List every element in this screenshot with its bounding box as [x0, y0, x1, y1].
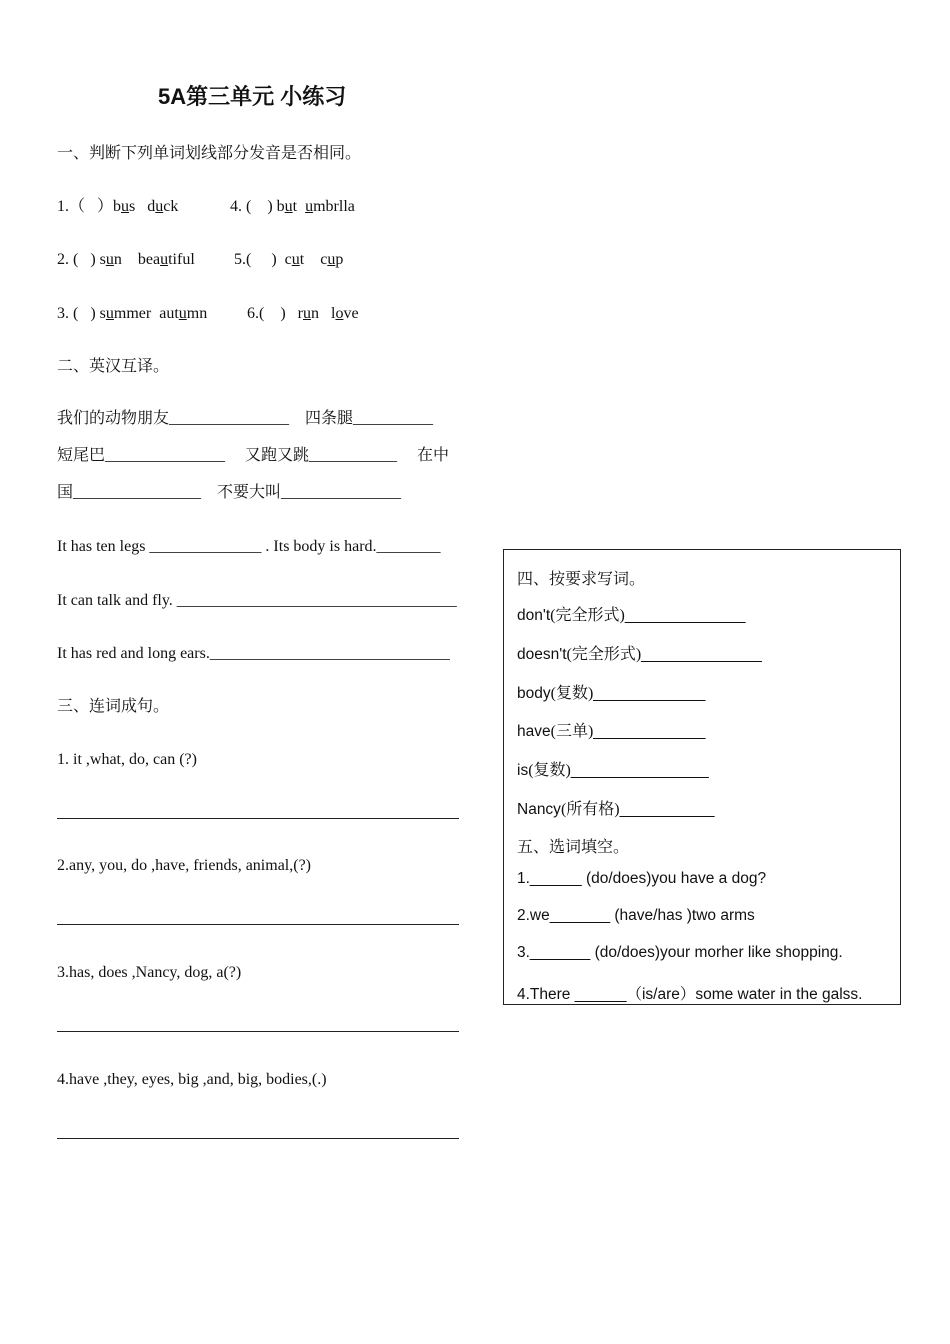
phonics-item-6: 6.( ) run love: [247, 305, 359, 322]
phonics-item-5: 5.( ) cut cup: [234, 251, 344, 268]
fill-blank-item-3: 3._______ (do/does)your morher like shopping.: [517, 944, 843, 961]
reorder-item-4: 4.have ,they, eyes, big ,and, big, bodies,(.): [57, 1071, 327, 1088]
reorder-item-2: 2.any, you, do ,have, friends, animal,(?): [57, 857, 311, 874]
phonics-item-1: 1.（ ）bus duck: [57, 198, 179, 215]
phonics-item-3: 3. ( ) summer autumn: [57, 305, 208, 322]
word-form-item-2: doesn't(完全形式)______________: [517, 646, 762, 663]
answer-line: [57, 924, 459, 925]
section1-heading: 一、判断下列单词划线部分发音是否相同。: [57, 145, 362, 162]
answer-line: [57, 1031, 459, 1032]
page-title: 5A第三单元 小练习: [158, 84, 347, 109]
fill-blank-item-1: 1.______ (do/does)you have a dog?: [517, 870, 767, 887]
fill-blank-item-2: 2.we_______ (have/has )two arms: [517, 907, 755, 924]
section4-heading: 四、按要求写词。: [517, 571, 646, 588]
riddle-sentence-2: It can talk and fly. ___________________________________: [57, 592, 457, 609]
word-form-item-6: Nancy(所有格)___________: [517, 801, 715, 818]
translation-line-3: 国________________ 不要大叫_______________: [57, 484, 402, 501]
section5-heading: 五、选词填空。: [517, 839, 630, 856]
word-form-item-4: have(三单)_____________: [517, 723, 706, 740]
riddle-sentence-1: It has ten legs ______________ . Its body is hard.________: [57, 538, 441, 555]
translation-line-2: 短尾巴_______________ 又跑又跳___________ 在中: [57, 447, 450, 464]
section3-heading: 三、连词成句。: [57, 698, 170, 715]
section2-heading: 二、英汉互译。: [57, 358, 170, 375]
answer-line: [57, 1138, 459, 1139]
phonics-item-2: 2. ( ) sun beautiful: [57, 251, 195, 268]
exercise-box: [503, 549, 901, 1005]
reorder-item-3: 3.has, does ,Nancy, dog, a(?): [57, 964, 242, 981]
translation-line-1: 我们的动物朋友_______________ 四条腿__________: [57, 410, 434, 427]
reorder-item-1: 1. it ,what, do, can (?): [57, 751, 197, 768]
word-form-item-5: is(复数)________________: [517, 762, 709, 779]
riddle-sentence-3: It has red and long ears.______________________________: [57, 645, 450, 662]
phonics-item-4: 4. ( ) but umbrlla: [230, 198, 355, 215]
word-form-item-1: don't(完全形式)______________: [517, 607, 746, 624]
answer-line: [57, 818, 459, 819]
fill-blank-item-4: 4.There ______（is/are）some water in the galss.: [517, 986, 863, 1003]
word-form-item-3: body(复数)_____________: [517, 685, 706, 702]
